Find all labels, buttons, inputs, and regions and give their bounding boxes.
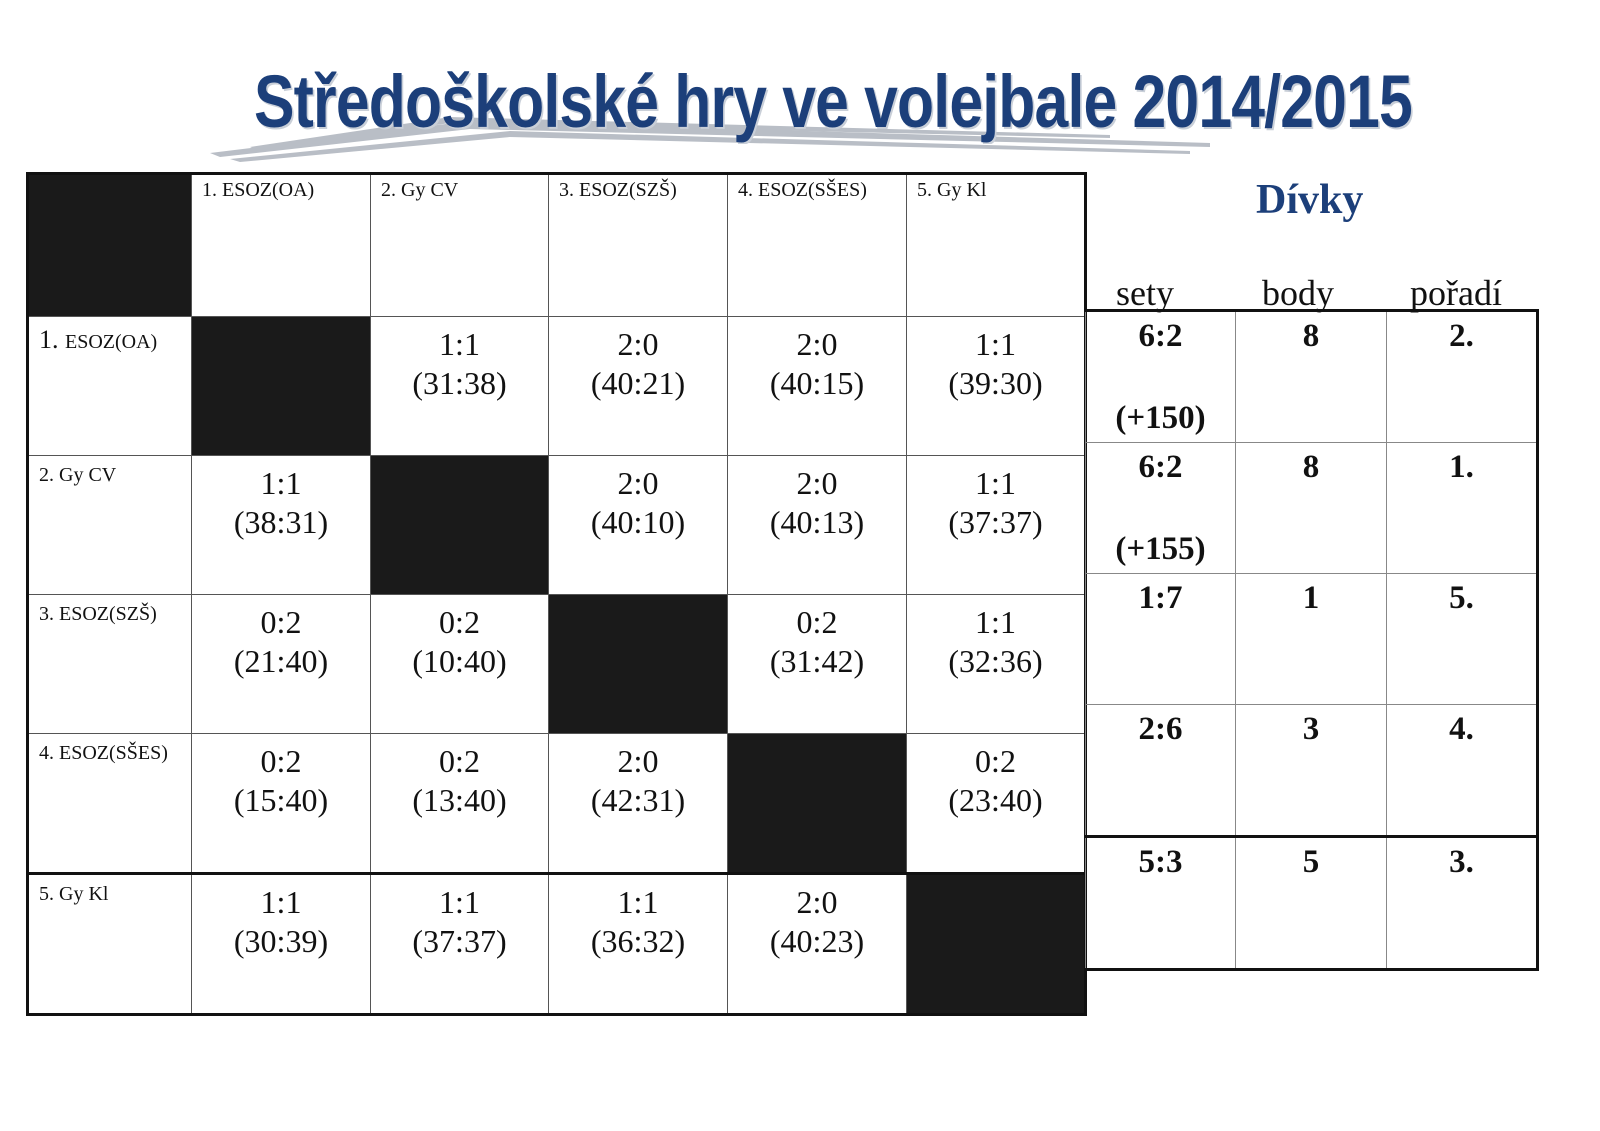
sets-ratio: 5:3 xyxy=(1138,844,1183,880)
table-row xyxy=(28,595,1086,734)
row-label: 4. ESOZ(SŠES) xyxy=(28,734,192,874)
points-value: 1 xyxy=(1302,580,1320,616)
standings-row xyxy=(1086,311,1538,443)
point-difference: (+150) xyxy=(1115,400,1206,436)
column-label: 3. ESOZ(SZŠ) xyxy=(549,174,728,317)
result-sets: 2:0 xyxy=(796,884,838,920)
points-value: 3 xyxy=(1302,711,1320,747)
result-cell xyxy=(371,734,549,874)
points-value: 8 xyxy=(1302,318,1320,354)
points-value: 5 xyxy=(1302,844,1320,880)
table-row xyxy=(28,874,1086,1015)
result-points: (23:40) xyxy=(948,782,1043,818)
result-points: (36:32) xyxy=(590,923,686,959)
standings-points xyxy=(1236,574,1387,705)
result-cell xyxy=(728,874,907,1015)
result-sets: 0:2 xyxy=(260,743,302,779)
standings-sets xyxy=(1086,311,1236,443)
sets-ratio: 1:7 xyxy=(1138,580,1183,616)
diagonal-cell xyxy=(907,874,1086,1015)
result-sets: 0:2 xyxy=(260,604,302,640)
result-points: (21:40) xyxy=(233,643,329,679)
result-points: (40:10) xyxy=(590,504,686,540)
table-row xyxy=(28,456,1086,595)
standings-points xyxy=(1236,443,1387,574)
result-sets: 1:1 xyxy=(439,326,480,362)
result-sets: 2:0 xyxy=(796,326,838,362)
result-points: (39:30) xyxy=(948,365,1043,401)
result-points: (10:40) xyxy=(412,643,507,679)
result-points: (37:37) xyxy=(948,504,1043,540)
standings-rank xyxy=(1387,311,1538,443)
result-sets: 0:2 xyxy=(439,604,480,640)
result-sets: 1:1 xyxy=(975,465,1016,501)
row-label: 3. ESOZ(SZŠ) xyxy=(28,595,192,734)
result-cell xyxy=(728,456,907,595)
standings-rank xyxy=(1387,443,1538,574)
result-cell xyxy=(907,317,1086,456)
result-points: (15:40) xyxy=(233,782,329,818)
standings-sets xyxy=(1086,705,1236,837)
diagonal-cell xyxy=(728,734,907,874)
result-sets: 2:0 xyxy=(617,743,659,779)
result-cell xyxy=(192,456,371,595)
standings-row xyxy=(1086,443,1538,574)
row-label-name: ESOZ(OA) xyxy=(65,331,158,353)
result-cell xyxy=(371,317,549,456)
points-value: 8 xyxy=(1302,449,1320,485)
row-label xyxy=(28,317,192,456)
table-row xyxy=(28,734,1086,874)
standings-row xyxy=(1086,574,1538,705)
result-points: (13:40) xyxy=(412,782,507,818)
diagonal-cell xyxy=(371,456,549,595)
result-cell xyxy=(728,317,907,456)
rank-value: 5. xyxy=(1449,580,1474,616)
result-cell xyxy=(907,595,1086,734)
result-points: (31:42) xyxy=(769,643,865,679)
standings-points xyxy=(1236,311,1387,443)
result-sets: 0:2 xyxy=(975,743,1016,779)
sets-ratio: 6:2 xyxy=(1138,449,1183,485)
point-difference: (+155) xyxy=(1115,531,1206,567)
standings-sets xyxy=(1086,443,1236,574)
result-points: (38:31) xyxy=(233,504,329,540)
results-matrix xyxy=(26,172,1087,1016)
standings-points xyxy=(1236,837,1387,970)
diagonal-cell xyxy=(549,595,728,734)
header-sets: sety xyxy=(1116,273,1174,313)
result-cell xyxy=(549,456,728,595)
result-points: (40:21) xyxy=(590,365,686,401)
rank-value: 3. xyxy=(1449,844,1474,880)
result-points: (30:39) xyxy=(233,923,329,959)
result-cell xyxy=(192,595,371,734)
standings-sets xyxy=(1086,574,1236,705)
header-rank: pořadí xyxy=(1410,273,1502,313)
result-sets: 2:0 xyxy=(617,326,659,362)
column-label: 4. ESOZ(SŠES) xyxy=(728,174,907,317)
result-cell xyxy=(371,595,549,734)
title-area xyxy=(210,55,1412,165)
result-sets: 1:1 xyxy=(260,465,302,501)
page-title: Středoškolské hry ve volejbale 2014/2015 xyxy=(254,60,1412,143)
result-cell xyxy=(907,456,1086,595)
result-points: (40:15) xyxy=(769,365,865,401)
result-cell xyxy=(192,874,371,1015)
diagonal-cell xyxy=(192,317,371,456)
standings-table xyxy=(1085,309,1539,971)
row-label: 5. Gy Kl xyxy=(28,874,192,1015)
result-sets: 0:2 xyxy=(796,604,838,640)
result-cell xyxy=(192,734,371,874)
result-cell xyxy=(728,595,907,734)
standings-sets xyxy=(1086,837,1236,970)
standings-rank xyxy=(1387,574,1538,705)
header-points: body xyxy=(1262,273,1334,313)
column-label: 5. Gy Kl xyxy=(907,174,1086,317)
standings-row xyxy=(1086,837,1538,970)
sets-ratio: 2:6 xyxy=(1138,711,1183,747)
result-sets: 0:2 xyxy=(439,743,480,779)
result-sets: 1:1 xyxy=(439,884,480,920)
result-points: (42:31) xyxy=(590,782,686,818)
standings-rank xyxy=(1387,837,1538,970)
result-cell xyxy=(907,734,1086,874)
column-label: 1. ESOZ(OA) xyxy=(192,174,371,317)
result-sets: 1:1 xyxy=(260,884,302,920)
row-label: 2. Gy CV xyxy=(28,456,192,595)
result-points: (40:13) xyxy=(769,504,865,540)
header-row xyxy=(28,174,1086,317)
result-sets: 1:1 xyxy=(975,326,1016,362)
result-cell xyxy=(371,874,549,1015)
corner-cell xyxy=(28,174,192,317)
table-row xyxy=(28,317,1086,456)
row-label-num: 1. xyxy=(39,325,59,354)
standings-rank xyxy=(1387,705,1538,837)
rank-value: 2. xyxy=(1449,318,1474,354)
column-label: 2. Gy CV xyxy=(371,174,549,317)
result-points: (32:36) xyxy=(948,643,1043,679)
result-sets: 1:1 xyxy=(975,604,1016,640)
rank-value: 1. xyxy=(1449,449,1474,485)
result-points: (40:23) xyxy=(769,923,865,959)
result-points: (31:38) xyxy=(412,365,507,401)
result-cell xyxy=(549,874,728,1015)
standings-row xyxy=(1086,705,1538,837)
sets-ratio: 6:2 xyxy=(1138,318,1183,354)
result-cell xyxy=(549,734,728,874)
result-points: (37:37) xyxy=(412,923,507,959)
result-sets: 2:0 xyxy=(617,465,659,501)
category-heading: Dívky xyxy=(1256,177,1364,223)
result-sets: 2:0 xyxy=(796,465,838,501)
standings-points xyxy=(1236,705,1387,837)
rank-value: 4. xyxy=(1449,711,1474,747)
result-cell xyxy=(549,317,728,456)
result-sets: 1:1 xyxy=(617,884,659,920)
